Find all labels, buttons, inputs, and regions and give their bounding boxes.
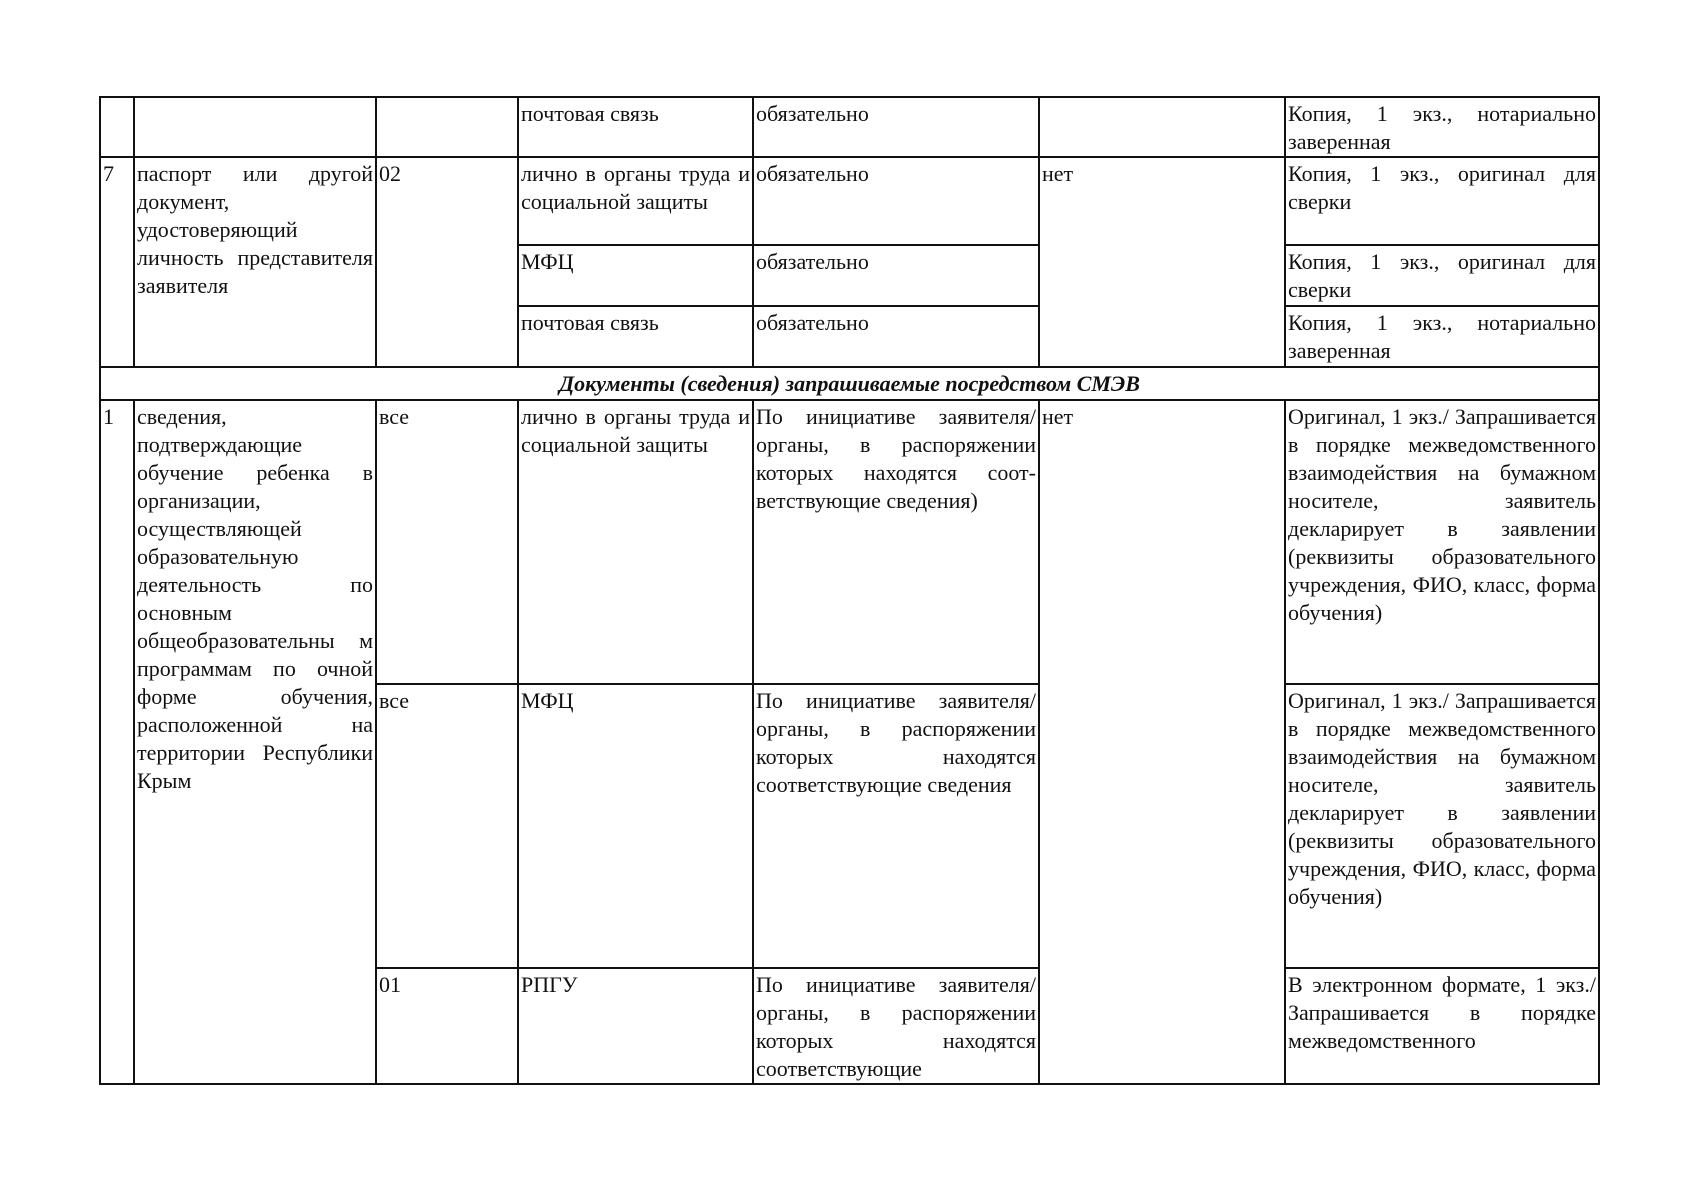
code-text: 02: [379, 161, 401, 186]
code-text: все: [379, 688, 410, 713]
table-row: [100, 97, 1599, 157]
requirement-cell: [753, 157, 1039, 245]
note-cell: [1285, 400, 1599, 684]
code-cell: [376, 968, 518, 1084]
note-cell: [1285, 684, 1599, 968]
section-title: Документы (сведения) запрашиваемые посредством СМЭВ: [100, 367, 1599, 400]
note-text: Копия, 1 экз., нотариально заверенная: [1288, 310, 1596, 363]
channel-cell: [518, 245, 753, 306]
channel-text: лично в органы труда и социальной защиты: [521, 404, 750, 457]
note-text: В электронном формате, 1 экз./ Запрашивается в порядке межведомственного: [1288, 972, 1596, 1053]
note-text: Оригинал, 1 экз./ Запрашивается в порядке межведомственного взаимодействия на бумажном носителе, заявитель декларирует в заявлении (реквизиты образовательного учреждения, ФИО, класс, форма обучения): [1288, 404, 1596, 625]
requirement-cell: [753, 684, 1039, 968]
code-cell: [376, 157, 518, 367]
num-cell: [100, 400, 134, 1084]
code-cell: [376, 97, 518, 157]
num-cell: [100, 157, 134, 367]
requirement-cell: [753, 97, 1039, 157]
channel-cell: [518, 157, 753, 245]
code-cell: [376, 684, 518, 968]
condition-cell: [1039, 97, 1285, 157]
requirement-text: обязательно: [756, 310, 869, 335]
channel-cell: [518, 306, 753, 367]
channel-text: лично в органы труда и социальной защиты: [521, 161, 750, 214]
code-cell: [376, 400, 518, 684]
section-row: [100, 367, 1599, 400]
channel-cell: [518, 400, 753, 684]
channel-cell: [518, 968, 753, 1084]
channel-cell: [518, 684, 753, 968]
row-number: 1: [103, 404, 114, 429]
condition-cell: [1039, 157, 1285, 367]
num-cell: [100, 97, 134, 157]
doc-name-text: паспорт или другой документ, удостоверяющий личность представителя заявителя: [137, 161, 373, 298]
requirement-cell: [753, 245, 1039, 306]
doc-name-text: сведения, подтверждающие обучение ребенка в организации, осуществляющей образовательную деятельность по основным общеобразовательны м программам по очной форме обучения, расположенной на территории Республики Крым: [137, 404, 373, 793]
channel-text: МФЦ: [521, 249, 574, 274]
condition-text: нет: [1042, 404, 1074, 429]
requirement-text: По инициативе заявителя/ органы, в распоряжении которых находятся соответствующие: [756, 972, 1036, 1081]
note-text: Копия, 1 экз., оригинал для сверки: [1288, 249, 1596, 302]
condition-cell: [1039, 400, 1285, 1084]
table-row: [100, 157, 1599, 245]
channel-text: МФЦ: [521, 688, 574, 713]
documents-table: [99, 96, 1600, 1085]
requirement-text: По инициативе заявителя/ органы, в распоряжении которых находятся соот-ветствующие сведения): [756, 404, 1036, 513]
condition-text: нет: [1042, 161, 1074, 186]
row-number: 7: [103, 161, 114, 186]
requirement-text: По инициативе заявителя/ органы, в распоряжении которых находятся соответствующие сведения: [756, 688, 1036, 797]
requirement-cell: [753, 968, 1039, 1084]
doc-name-cell: [134, 97, 376, 157]
note-cell: [1285, 968, 1599, 1084]
code-text: 01: [379, 972, 401, 997]
channel-cell: [518, 97, 753, 157]
requirement-text: обязательно: [756, 101, 869, 126]
channel-text: почтовая связь: [521, 101, 659, 126]
requirement-cell: [753, 400, 1039, 684]
requirement-text: обязательно: [756, 249, 869, 274]
doc-name-cell: [134, 157, 376, 367]
note-text: Копия, 1 экз., оригинал для сверки: [1288, 161, 1596, 214]
note-text: Оригинал, 1 экз./ Запрашивается в порядке межведомственного взаимодействия на бумажном носителе, заявитель декларирует в заявлении (реквизиты образовательного учреждения, ФИО, класс, форма обучения): [1288, 688, 1596, 909]
note-cell: [1285, 157, 1599, 245]
note-text: Копия, 1 экз., нотариально заверенная: [1288, 101, 1596, 154]
requirement-text: обязательно: [756, 161, 869, 186]
note-cell: [1285, 245, 1599, 306]
channel-text: почтовая связь: [521, 310, 659, 335]
table-row: [100, 400, 1599, 684]
note-cell: [1285, 97, 1599, 157]
channel-text: РПГУ: [521, 972, 578, 997]
requirement-cell: [753, 306, 1039, 367]
doc-name-cell: [134, 400, 376, 1084]
code-text: все: [379, 404, 410, 429]
note-cell: [1285, 306, 1599, 367]
